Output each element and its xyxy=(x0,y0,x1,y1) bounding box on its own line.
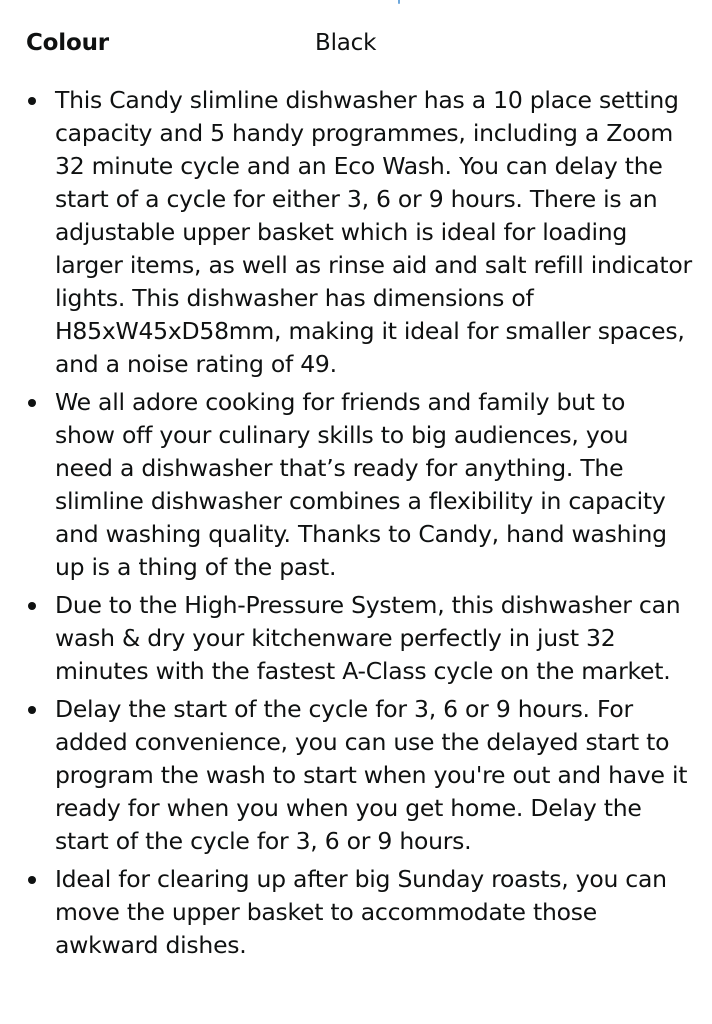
feature-bullet xyxy=(20,693,692,858)
bullet-icon xyxy=(28,876,36,884)
feature-bullet-text: We all adore cooking for friends and family but to show off your culinary skills to big audiences, you need a dishwasher that’s ready for anything. The slimline dishwasher combines a flexibility in capacity and washing quality. Thanks to Candy, hand washing up is a thing of the past. xyxy=(55,388,667,581)
bullet-icon xyxy=(28,602,36,610)
spec-value: Black xyxy=(315,30,377,56)
feature-bullet-text: Ideal for clearing up after big Sunday roasts, you can move the upper basket to accommodate those awkward dishes. xyxy=(55,865,667,959)
feature-bullet-text: Due to the High-Pressure System, this dishwasher can wash & dry your kitchenware perfectly in just 32 minutes with the fastest A-Class cycle on the market. xyxy=(55,591,681,685)
feature-bullet xyxy=(20,84,692,381)
feature-bullet-text: Delay the start of the cycle for 3, 6 or 9 hours. For added convenience, you can use the delayed start to program the wash to start when you're out and have it ready for when you when you get home. Delay the start of the cycle for 3, 6 or 9 hours. xyxy=(55,695,688,855)
truncated-link-fragment xyxy=(398,0,400,4)
feature-bullet-text: This Candy slimline dishwasher has a 10 place setting capacity and 5 handy programmes, including a Zoom 32 minute cycle and an Eco Wash. You can delay the start of a cycle for either 3, 6 or 9 hours. There is an adjustable upper basket which is ideal for loading larger items, as well as rinse aid and salt refill indicator lights. This dishwasher has dimensions of H85xW45xD58mm, making it ideal for smaller spaces, and a noise rating of 49. xyxy=(55,86,692,378)
feature-bullet-list xyxy=(20,84,692,967)
bullet-icon xyxy=(28,399,36,407)
bullet-icon xyxy=(28,97,36,105)
feature-bullet xyxy=(20,863,692,962)
spec-label: Colour xyxy=(26,30,109,56)
feature-bullet xyxy=(20,589,692,688)
colour-spec-row xyxy=(26,26,686,60)
feature-bullet xyxy=(20,386,692,584)
bullet-icon xyxy=(28,706,36,714)
